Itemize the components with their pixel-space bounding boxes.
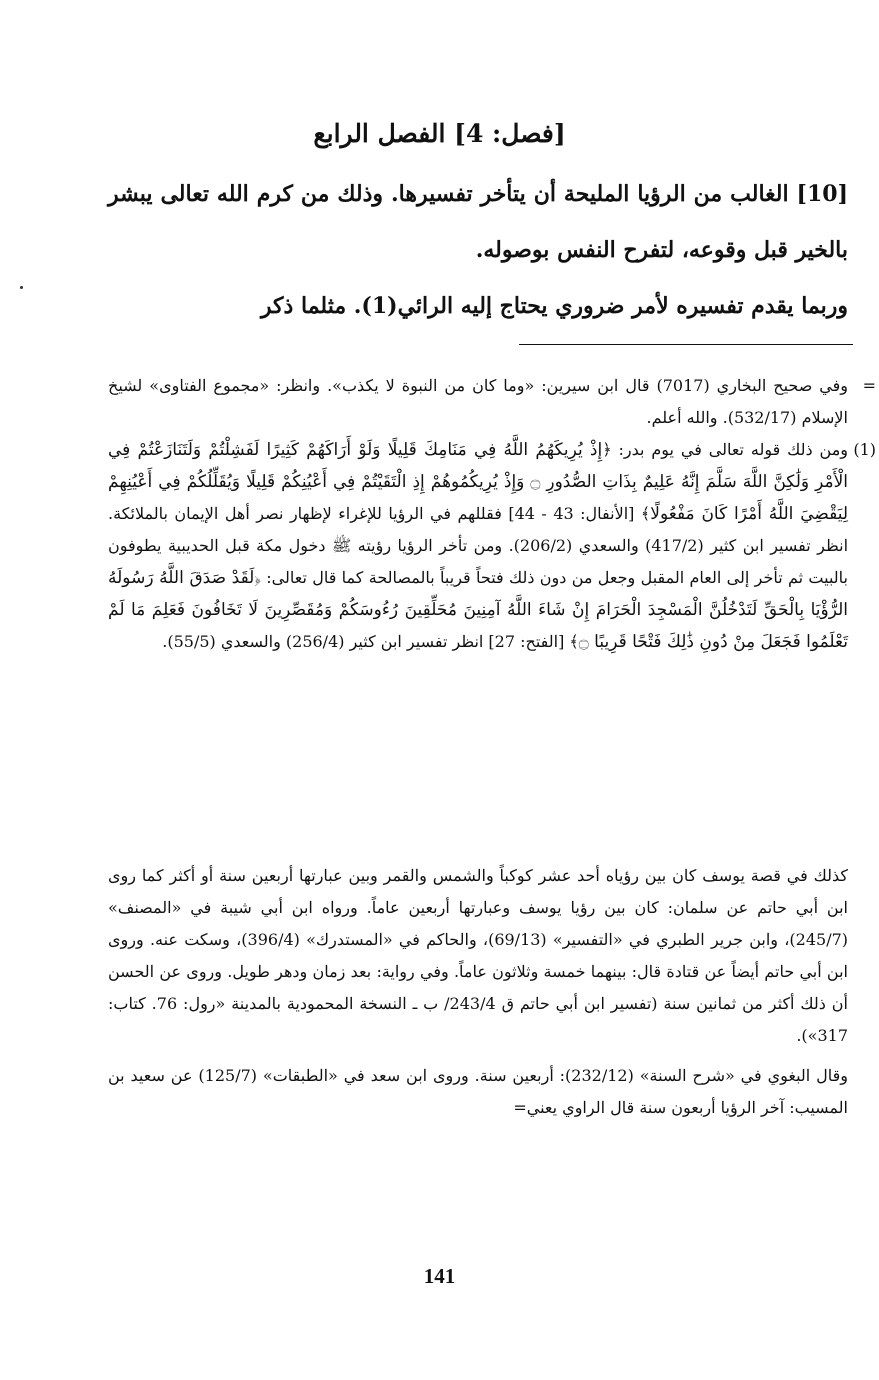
footnote-1-text-b: ﴾ [الأنفال: 43 - 44] فقللهم في الرؤيا للإغراء لإظهار نصر أهل الإيمان بالملائكة. انظر تفسير ابن كثير (417/2) والسعدي (206/2). ومن تأخر الرؤيا رؤيته ﷺ دخول مكة قبل الحديبية يطوفون بالبيت ثم تأخر إلى العام المقبل وجعل من دون ذلك فتحاً قريباً بالمصالحة كما قال تعالى: ﴿ [108,504,849,587]
footnote-1-marker: (1) [853,440,876,459]
main-paragraph-1: [10] الغالب من الرؤيا المليحة أن يتأخر تفسيرها. وذلك من كرم الله تعالى يبشر بالخير قبل وقوعه، لتفرح النفس بوصوله. [108,181,848,263]
quran-verse-anfal: إِذْ يُرِيكَهُمُ اللَّهُ فِي مَنَامِكَ قَلِيلًا وَلَوْ أَرَاكَهُمْ كَثِيرًا لَفَشِلْتُمْ وَلَتَنَازَعْتُمْ فِي الْأَمْرِ وَلَٰكِنَّ اللَّهَ سَلَّمَ إِنَّهُ عَلِيمٌ بِذَاتِ الصُّدُورِ ۝ وَإِذْ يُرِيكُمُوهُمْ إِذِ الْتَقَيْتُمْ فِي أَعْيُنِكُمْ قَلِيلًا وَيُقَلِّلُكُمْ فِي أَعْيُنِهِمْ لِيَقْضِيَ اللَّهُ أَمْرًا كَانَ مَفْعُولًا [108,440,849,524]
margin-speck [20,286,23,289]
footnote-separator [519,344,853,345]
footnotes [108,370,876,658]
footnote-1-text-a: ومن ذلك قوله تعالى في يوم بدر: ﴿ [602,440,848,459]
footnote-1-text-c: ﴾ [الفتح: 27] انظر تفسير ابن كثير (256/4) والسعدي (55/5). [162,632,579,651]
footnote-1 [108,434,876,658]
body-paragraph-2: وقال البغوي في «شرح السنة» (232/12): أربعين سنة. وروى ابن سعد في «الطبقات» (125/7) عن سعيد بن المسيب: آخر الرؤيا أربعون سنة قال الراوي يعني= [108,1066,849,1117]
continuation-mark: = [862,376,876,395]
chapter-heading: [فصل: 4] الفصل الرابع [313,119,566,148]
main-paragraph-2: وربما يقدم تفسيره لأمر ضروري يحتاج إليه الرائي(1). مثلما ذكر [260,293,848,319]
main-text [108,166,848,334]
quran-verse-fath: لَقَدْ صَدَقَ اللَّهُ رَسُولَهُ الرُّؤْيَا بِالْحَقِّ لَتَدْخُلُنَّ الْمَسْجِدَ الْحَرَامَ إِنْ شَاءَ اللَّهُ آمِنِينَ مُحَلِّقِينَ رُءُوسَكُمْ وَمُقَصِّرِينَ لَا تَخَافُونَ فَعَلِمَ مَا لَمْ تَعْلَمُوا فَجَعَلَ مِنْ دُونِ ذَٰلِكَ فَتْحًا قَرِيبًا ۝ [108,568,848,652]
page-number: 141 [423,1264,456,1288]
continued-footnote-text [108,860,848,1132]
body-paragraph-1: كذلك في قصة يوسف كان بين رؤياه أحد عشر كوكباً والشمس والقمر وبين عبارتها أربعين سنة أو أكثر كما روى ابن أبي حاتم عن سلمان: كان بين رؤيا يوسف وعبارتها أربعين عاماً. ورواه ابن أبي شيبة في «المصنف» (245/7)، وابن جرير الطبري في «التفسير» (69/13)، والحاكم في «المستدرك» (396/4)، وسكت عنه. وروى ابن أبي حاتم أيضاً عن قتادة قال: بينهما خمسة وثلاثون عاماً. وفي رواية: بعد زمان ودهر طويل. وروى عن الحسن أن ذلك أكثر من ثمانين سنة (تفسير ابن أبي حاتم ق 243/4/ ب ـ النسخة المحمودية بالمدينة «رول: 76. كتاب: 317»). [108,866,849,1045]
footnote-continuation [108,370,876,434]
continuation-text: وفي صحيح البخاري (7017) قال ابن سيرين: «وما كان من النبوة لا يكذب». وانظر: «مجموع الفتاوى» لشيخ الإسلام (532/17). والله أعلم. [108,376,848,427]
